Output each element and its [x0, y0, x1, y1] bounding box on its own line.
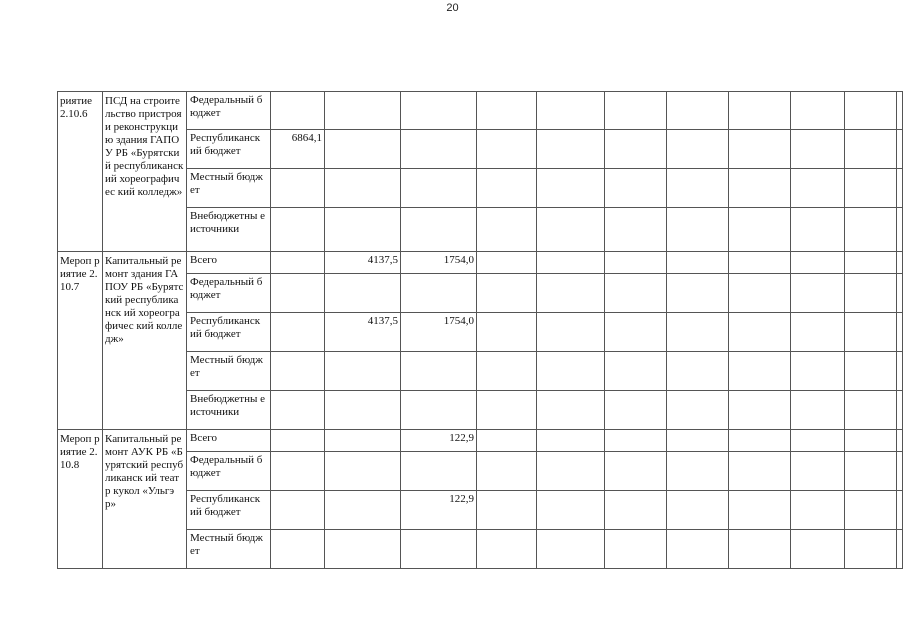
value-cell [897, 313, 903, 352]
value-cell [897, 530, 903, 569]
value-cell [897, 208, 903, 252]
value-cell [845, 208, 897, 252]
value-cell: 4137,5 [325, 313, 401, 352]
value-cell [845, 252, 897, 274]
value-cell [791, 530, 845, 569]
value-cell [477, 430, 537, 452]
value-cell [537, 452, 605, 491]
value-cell [605, 274, 667, 313]
value-cell [791, 208, 845, 252]
value-cell: 6864,1 [271, 130, 325, 169]
value-cell [401, 391, 477, 430]
value-cell [605, 92, 667, 130]
value-cell [477, 252, 537, 274]
value-cell [325, 208, 401, 252]
value-cell [605, 430, 667, 452]
value-cell [845, 452, 897, 491]
value-cell [845, 130, 897, 169]
value-cell [667, 313, 729, 352]
value-cell [667, 530, 729, 569]
value-cell [401, 274, 477, 313]
funding-source-cell: Федеральный бюджет [187, 452, 271, 491]
value-cell [477, 530, 537, 569]
value-cell [667, 208, 729, 252]
value-cell [271, 430, 325, 452]
value-cell [845, 491, 897, 530]
value-cell [791, 391, 845, 430]
measure-name-cell: Капитальный ремонт АУК РБ «Бурятский республиканск ий театр кукол «Ульгэр» [103, 430, 187, 569]
value-cell [271, 530, 325, 569]
value-cell [729, 313, 791, 352]
value-cell [605, 391, 667, 430]
value-cell [477, 130, 537, 169]
value-cell [401, 452, 477, 491]
value-cell: 1754,0 [401, 313, 477, 352]
value-cell [537, 208, 605, 252]
funding-source-cell: Местный бюджет [187, 169, 271, 208]
value-cell [605, 208, 667, 252]
value-cell [729, 130, 791, 169]
value-cell [605, 491, 667, 530]
page-number: 20 [446, 2, 459, 14]
value-cell [791, 430, 845, 452]
value-cell: 122,9 [401, 491, 477, 530]
value-cell [897, 391, 903, 430]
funding-source-cell: Всего [187, 252, 271, 274]
value-cell [897, 169, 903, 208]
value-cell [729, 252, 791, 274]
funding-source-cell: Всего [187, 430, 271, 452]
funding-source-cell: Внебюджетны е источники [187, 208, 271, 252]
value-cell [791, 313, 845, 352]
value-cell [271, 274, 325, 313]
value-cell [897, 130, 903, 169]
value-cell [325, 352, 401, 391]
value-cell [729, 430, 791, 452]
value-cell [537, 491, 605, 530]
value-cell [401, 352, 477, 391]
funding-source-cell: Федеральный бюджет [187, 92, 271, 130]
value-cell [729, 274, 791, 313]
value-cell [667, 430, 729, 452]
value-cell [605, 452, 667, 491]
measure-id-cell: Мероп риятие 2.10.7 [58, 252, 103, 430]
value-cell [605, 352, 667, 391]
value-cell [477, 208, 537, 252]
value-cell [537, 252, 605, 274]
value-cell [791, 252, 845, 274]
value-cell [477, 391, 537, 430]
table-row [58, 92, 903, 130]
value-cell [897, 274, 903, 313]
value-cell [271, 313, 325, 352]
value-cell [729, 92, 791, 130]
measure-name-cell: ПСД на строительство пристроя и реконструкци ю здания ГАПОУ РБ «Бурятский республиканск ий хореографичес кий колледж» [103, 92, 187, 252]
value-cell [667, 252, 729, 274]
value-cell [845, 430, 897, 452]
value-cell [897, 352, 903, 391]
funding-source-cell: Федеральный бюджет [187, 274, 271, 313]
measure-id-cell: риятие 2.10.6 [58, 92, 103, 252]
value-cell [667, 130, 729, 169]
value-cell [845, 274, 897, 313]
value-cell [667, 491, 729, 530]
value-cell [667, 391, 729, 430]
value-cell [271, 92, 325, 130]
value-cell [729, 491, 791, 530]
value-cell [667, 274, 729, 313]
value-cell [325, 169, 401, 208]
value-cell [477, 274, 537, 313]
value-cell [325, 530, 401, 569]
value-cell [477, 491, 537, 530]
value-cell [271, 208, 325, 252]
value-cell [667, 452, 729, 491]
funding-source-cell: Республиканск ий бюджет [187, 313, 271, 352]
value-cell [729, 208, 791, 252]
value-cell [791, 274, 845, 313]
value-cell [729, 352, 791, 391]
value-cell [537, 352, 605, 391]
value-cell [605, 169, 667, 208]
value-cell: 4137,5 [325, 252, 401, 274]
value-cell [897, 452, 903, 491]
measure-id-cell: Мероп риятие 2.10.8 [58, 430, 103, 569]
value-cell [667, 169, 729, 208]
value-cell [605, 530, 667, 569]
funding-source-cell: Местный бюджет [187, 352, 271, 391]
value-cell [791, 130, 845, 169]
value-cell [271, 491, 325, 530]
value-cell [477, 352, 537, 391]
value-cell [845, 530, 897, 569]
value-cell [477, 92, 537, 130]
value-cell [477, 452, 537, 491]
value-cell [537, 313, 605, 352]
value-cell [401, 169, 477, 208]
value-cell [537, 530, 605, 569]
value-cell [845, 391, 897, 430]
funding-source-cell: Местный бюджет [187, 530, 271, 569]
table-row [58, 252, 903, 274]
value-cell [271, 352, 325, 391]
value-cell [537, 391, 605, 430]
value-cell [537, 169, 605, 208]
table-body [58, 92, 903, 569]
value-cell [667, 352, 729, 391]
value-cell [325, 491, 401, 530]
value-cell [845, 92, 897, 130]
value-cell [325, 274, 401, 313]
budget-table [57, 91, 903, 569]
value-cell [537, 92, 605, 130]
value-cell [897, 92, 903, 130]
value-cell [897, 252, 903, 274]
value-cell [605, 130, 667, 169]
funding-source-cell: Внебюджетны е источники [187, 391, 271, 430]
value-cell [729, 391, 791, 430]
value-cell [401, 130, 477, 169]
value-cell [537, 430, 605, 452]
value-cell [605, 313, 667, 352]
value-cell [477, 313, 537, 352]
value-cell [791, 491, 845, 530]
value-cell [791, 92, 845, 130]
value-cell [537, 274, 605, 313]
value-cell [271, 391, 325, 430]
funding-source-cell: Республиканск ий бюджет [187, 130, 271, 169]
value-cell [667, 92, 729, 130]
value-cell [477, 169, 537, 208]
value-cell [605, 252, 667, 274]
value-cell [271, 252, 325, 274]
value-cell [401, 92, 477, 130]
value-cell [729, 530, 791, 569]
funding-source-cell: Республиканск ий бюджет [187, 491, 271, 530]
value-cell: 1754,0 [401, 252, 477, 274]
measure-name-cell: Капитальный ремонт здания ГАПОУ РБ «Бурятский республиканск ий хореографичес кий колледж» [103, 252, 187, 430]
value-cell [845, 313, 897, 352]
value-cell [271, 452, 325, 491]
value-cell [845, 352, 897, 391]
value-cell [325, 130, 401, 169]
value-cell [845, 169, 897, 208]
value-cell [729, 169, 791, 208]
value-cell [791, 452, 845, 491]
value-cell [791, 352, 845, 391]
value-cell [897, 491, 903, 530]
value-cell: 122,9 [401, 430, 477, 452]
value-cell [537, 130, 605, 169]
value-cell [325, 92, 401, 130]
value-cell [325, 430, 401, 452]
value-cell [729, 452, 791, 491]
value-cell [791, 169, 845, 208]
value-cell [897, 430, 903, 452]
value-cell [325, 452, 401, 491]
table-row [58, 430, 903, 452]
value-cell [401, 208, 477, 252]
value-cell [325, 391, 401, 430]
value-cell [401, 530, 477, 569]
value-cell [271, 169, 325, 208]
